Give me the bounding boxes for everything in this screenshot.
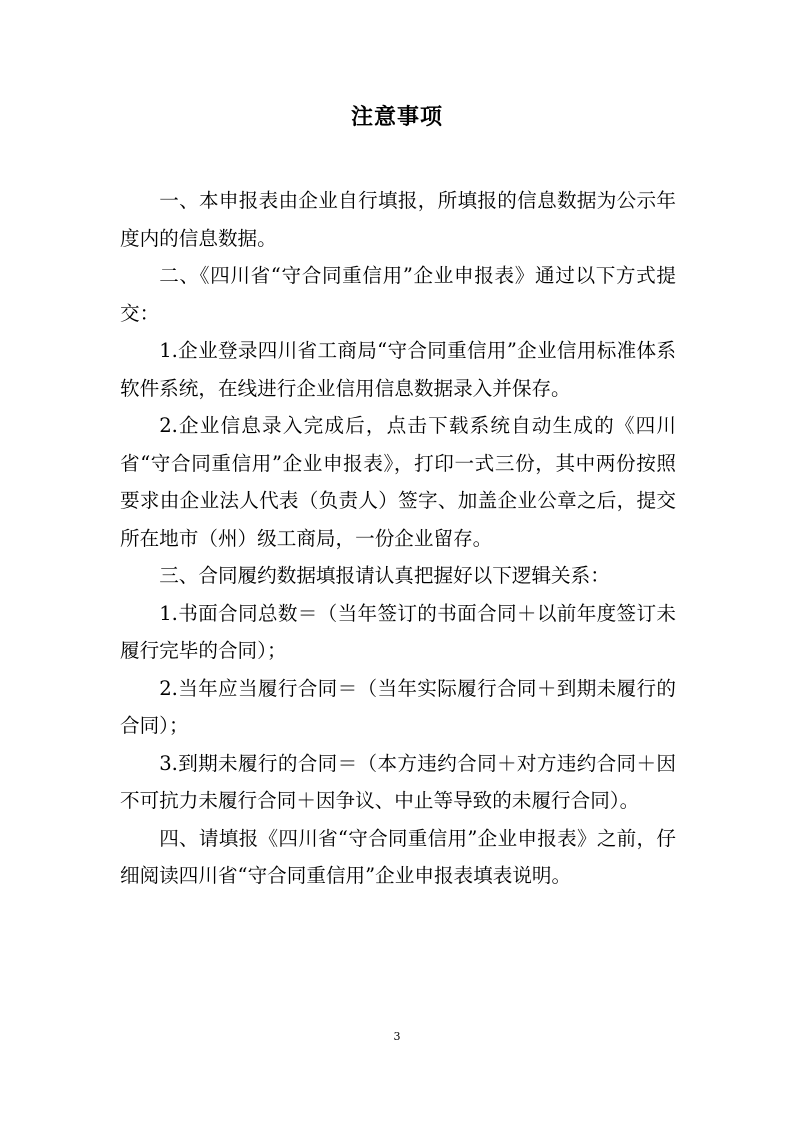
paragraph-section-3-item-1: 1.书面合同总数＝（当年签订的书面合同＋以前年度签订未履行完毕的合同）； bbox=[120, 601, 676, 662]
paragraph-section-3: 三、合同履约数据填报请认真把握好以下逻辑关系： bbox=[159, 564, 610, 587]
paragraph-section-2-item-1: 1.企业登录四川省工商局“守合同重信用”企业信用标准体系软件系统，在线进行企业信用信息数据录入并保存。 bbox=[120, 339, 676, 400]
paragraph-section-3-item-2: 2.当年应当履行合同＝（当年实际履行合同＋到期未履行的合同）； bbox=[120, 676, 676, 737]
paragraph-section-2-item-2: 2.企业信息录入完成后，点击下载系统自动生成的《四川省“守合同重信用”企业申报表》，打印一式三份，其中两份按照要求由企业法人代表（负责人）签字、加盖企业公章之后，提交所在地市（州）级工商局，一份企业留存。 bbox=[120, 414, 676, 550]
paragraph-section-1: 一、本申报表由企业自行填报，所填报的信息数据为公示年度内的信息数据。 bbox=[120, 189, 676, 250]
paragraph-section-2: 二、《四川省“守合同重信用”企业申报表》通过以下方式提交： bbox=[120, 264, 676, 325]
paragraph-section-3-item-3: 3.到期未履行的合同＝（本方违约合同＋对方违约合同＋因不可抗力未履行合同＋因争议、中止等导致的未履行合同）。 bbox=[120, 751, 676, 812]
document-body bbox=[120, 182, 676, 895]
page-title: 注意事项 bbox=[350, 105, 443, 130]
page-number: 3 bbox=[393, 1030, 401, 1043]
paragraph-section-4: 四、请填报《四川省“守合同重信用”企业申报表》之前，仔细阅读四川省“守合同重信用”企业申报表填表说明。 bbox=[120, 826, 676, 887]
